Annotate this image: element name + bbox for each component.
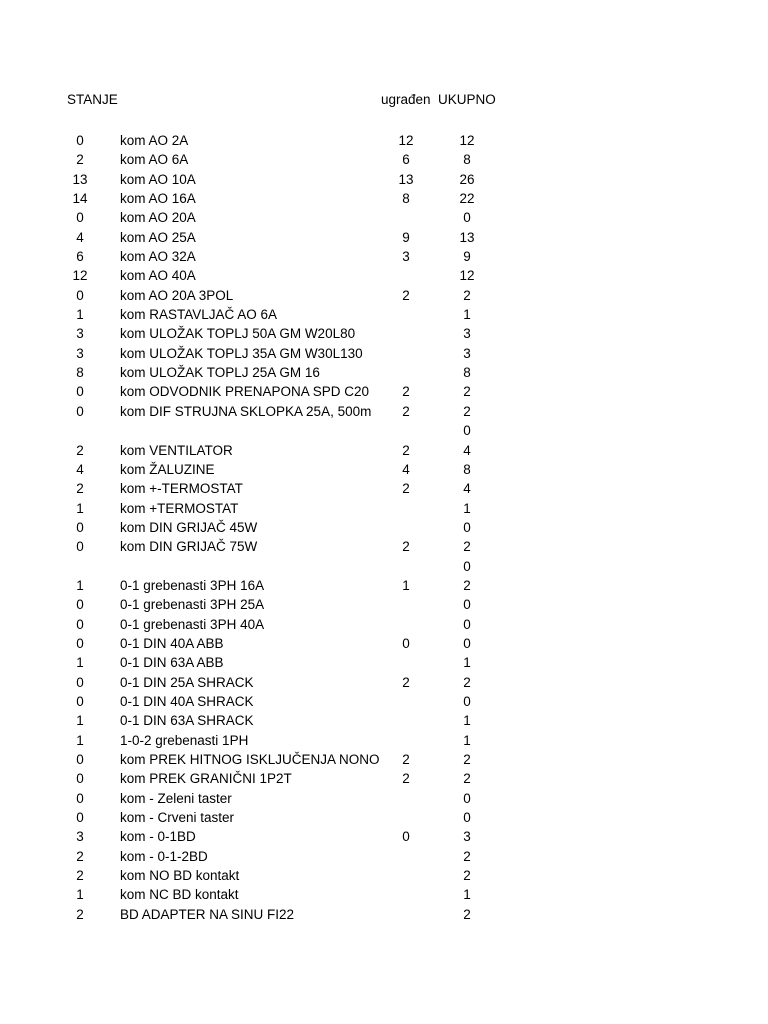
table-row (0, 731, 768, 750)
table-row (0, 827, 768, 846)
cell-stanje: 13 (72, 171, 88, 187)
cell-stanje: 0 (76, 790, 84, 806)
cell-stanje: 1 (76, 655, 84, 671)
cell-stanje: 2 (76, 442, 84, 458)
cell-ukupno: 0 (463, 597, 471, 613)
cell-ugradjen: 2 (402, 752, 410, 767)
cell-naziv: kom AO 20A 3POL (120, 287, 234, 303)
cell-ugradjen: 12 (398, 133, 414, 148)
table-row (0, 324, 768, 343)
cell-ukupno: 26 (459, 171, 475, 187)
cell-ukupno: 0 (463, 423, 471, 439)
cell-ukupno: 2 (463, 577, 471, 593)
cell-ukupno: 8 (463, 461, 471, 477)
cell-naziv: 0-1 DIN 40A SHRACK (120, 693, 254, 709)
table-row (0, 847, 768, 866)
cell-stanje: 0 (76, 693, 84, 709)
cell-stanje: 4 (76, 229, 84, 245)
cell-ukupno: 2 (463, 384, 471, 400)
cell-stanje: 6 (76, 249, 84, 265)
table-row (0, 170, 768, 189)
cell-stanje: 0 (76, 771, 84, 787)
cell-naziv: kom NC BD kontakt (120, 887, 239, 903)
cell-ugradjen: 2 (402, 442, 410, 458)
cell-naziv: 0-1 grebenasti 3PH 16A (120, 577, 265, 593)
table-row (0, 750, 768, 769)
table-row (0, 692, 768, 711)
cell-stanje: 8 (76, 365, 84, 381)
table-row (0, 808, 768, 827)
cell-ugradjen: 2 (402, 287, 410, 303)
cell-ukupno: 1 (463, 500, 471, 516)
cell-stanje: 0 (76, 210, 84, 226)
cell-naziv: BD ADAPTER NA SINU FI22 (120, 906, 295, 922)
cell-ukupno: 0 (463, 693, 471, 709)
cell-naziv: 0-1 grebenasti 3PH 40A (120, 616, 265, 632)
cell-ugradjen: 4 (402, 461, 410, 477)
cell-ukupno: 8 (463, 152, 471, 168)
table-row (0, 769, 768, 788)
table-row (0, 382, 768, 401)
cell-naziv: kom ULOŽAK TOPLJ 50A GM W20L80 (120, 326, 356, 342)
cell-ugradjen: 1 (402, 577, 410, 593)
cell-naziv: kom +TERMOSTAT (120, 500, 239, 516)
cell-ugradjen: 2 (402, 384, 410, 400)
cell-ukupno: 2 (463, 771, 471, 787)
cell-ukupno: 1 (463, 307, 471, 323)
cell-ukupno: 8 (463, 365, 471, 381)
cell-stanje: 2 (76, 848, 84, 864)
header-ukupno: UKUPNO (438, 92, 496, 107)
cell-naziv: kom - 0-1-2BD (120, 848, 208, 864)
cell-naziv: kom - Crveni taster (120, 810, 235, 826)
table-row (0, 305, 768, 324)
table-row (0, 131, 768, 150)
cell-naziv: kom +-TERMOSTAT (120, 481, 243, 497)
table-row (0, 286, 768, 305)
table-row (0, 460, 768, 479)
cell-ukupno: 1 (463, 732, 471, 748)
cell-ukupno: 1 (463, 655, 471, 671)
cell-ugradjen: 2 (402, 481, 410, 497)
cell-stanje: 0 (76, 810, 84, 826)
cell-ukupno: 3 (463, 326, 471, 342)
cell-stanje: 3 (76, 345, 84, 361)
cell-stanje: 0 (76, 597, 84, 613)
table-row (0, 673, 768, 692)
cell-ukupno: 0 (463, 519, 471, 535)
cell-stanje: 0 (76, 287, 84, 303)
table-row (0, 344, 768, 363)
cell-stanje: 1 (76, 887, 84, 903)
table-row (0, 557, 768, 576)
cell-naziv: kom AO 16A (120, 191, 196, 207)
cell-stanje: 2 (76, 152, 84, 168)
cell-naziv: 0-1 DIN 63A ABB (120, 655, 224, 671)
cell-naziv: kom ODVODNIK PRENAPONA SPD C20 (120, 384, 370, 400)
cell-stanje: 0 (76, 752, 84, 767)
table-row (0, 402, 768, 421)
cell-ugradjen: 6 (402, 152, 410, 168)
cell-ugradjen: 8 (402, 191, 410, 207)
cell-naziv: kom DIN GRIJAČ 75W (120, 539, 258, 555)
cell-ukupno: 0 (463, 790, 471, 806)
table-row (0, 518, 768, 537)
table-row (0, 247, 768, 266)
cell-stanje: 2 (76, 868, 84, 884)
cell-ukupno: 0 (463, 635, 471, 651)
table-row (0, 208, 768, 227)
table-row (0, 615, 768, 634)
cell-naziv: kom AO 40A (120, 268, 196, 284)
table-row (0, 789, 768, 808)
cell-stanje: 0 (76, 674, 84, 690)
table-row (0, 885, 768, 904)
table-row (0, 189, 768, 208)
table-row (0, 711, 768, 730)
cell-naziv: kom ULOŽAK TOPLJ 35A GM W30L130 (120, 345, 363, 361)
cell-ukupno: 3 (463, 829, 471, 845)
cell-ukupno: 12 (459, 268, 475, 284)
table-row (0, 441, 768, 460)
table-row (0, 905, 768, 924)
cell-stanje: 0 (76, 133, 84, 148)
table-row (0, 537, 768, 556)
table-row (0, 634, 768, 653)
cell-naziv: kom AO 32A (120, 249, 196, 265)
cell-stanje: 0 (76, 635, 84, 651)
cell-ukupno: 4 (463, 481, 471, 497)
table-row (0, 595, 768, 614)
table-row (0, 866, 768, 885)
cell-naziv: kom DIN GRIJAČ 45W (120, 519, 258, 535)
cell-ugradjen: 9 (402, 229, 410, 245)
cell-ugradjen: 2 (402, 403, 410, 419)
cell-ugradjen: 2 (402, 771, 410, 787)
table-row (0, 363, 768, 382)
cell-ukupno: 13 (459, 229, 475, 245)
header-stanje: STANJE (67, 92, 118, 107)
cell-stanje: 12 (72, 268, 88, 284)
inventory-table (0, 131, 768, 924)
cell-naziv: 1-0-2 grebenasti 1PH (120, 732, 249, 748)
cell-ukupno: 2 (463, 674, 471, 690)
cell-stanje: 1 (76, 732, 84, 748)
cell-ukupno: 22 (459, 191, 475, 207)
cell-naziv: kom - 0-1BD (120, 829, 196, 845)
cell-naziv: kom VENTILATOR (120, 442, 233, 458)
table-row (0, 266, 768, 285)
cell-naziv: kom NO BD kontakt (120, 868, 240, 884)
cell-naziv: kom ULOŽAK TOPLJ 25A GM 16 (120, 365, 320, 381)
cell-naziv: 0-1 grebenasti 3PH 25A (120, 597, 265, 613)
cell-stanje: 0 (76, 539, 84, 555)
table-row (0, 150, 768, 169)
cell-ukupno: 2 (463, 752, 471, 767)
cell-naziv: kom AO 20A (120, 210, 196, 226)
cell-ukupno: 9 (463, 249, 471, 265)
cell-naziv: kom AO 6A (120, 152, 189, 168)
cell-ugradjen: 0 (402, 829, 410, 845)
cell-naziv: kom DIF STRUJNA SKLOPKA 25A, 500m (120, 403, 372, 419)
cell-ukupno: 0 (463, 210, 471, 226)
header-row (0, 92, 768, 110)
cell-ugradjen: 2 (402, 674, 410, 690)
cell-naziv: kom PREK GRANIČNI 1P2T (120, 771, 292, 787)
cell-ukupno: 2 (463, 868, 471, 884)
cell-stanje: 0 (76, 403, 84, 419)
cell-ukupno: 4 (463, 442, 471, 458)
cell-ukupno: 2 (463, 539, 471, 555)
table-row (0, 499, 768, 518)
cell-naziv: 0-1 DIN 25A SHRACK (120, 674, 254, 690)
table-row (0, 576, 768, 595)
cell-ukupno: 2 (463, 906, 471, 922)
cell-ugradjen: 3 (402, 249, 410, 265)
cell-stanje: 2 (76, 906, 84, 922)
cell-naziv: kom AO 25A (120, 229, 196, 245)
table-row (0, 653, 768, 672)
cell-ukupno: 12 (459, 133, 475, 148)
cell-stanje: 0 (76, 384, 84, 400)
cell-stanje: 0 (76, 616, 84, 632)
cell-ukupno: 0 (463, 616, 471, 632)
cell-naziv: 0-1 DIN 40A ABB (120, 635, 224, 651)
cell-stanje: 1 (76, 577, 84, 593)
cell-stanje: 1 (76, 713, 84, 729)
table-row (0, 479, 768, 498)
cell-ukupno: 1 (463, 887, 471, 903)
cell-stanje: 1 (76, 307, 84, 323)
cell-stanje: 4 (76, 461, 84, 477)
cell-naziv: kom ŽALUZINE (120, 461, 215, 477)
cell-stanje: 14 (72, 191, 88, 207)
cell-ugradjen: 0 (402, 635, 410, 651)
cell-ukupno: 0 (463, 810, 471, 826)
cell-ukupno: 2 (463, 848, 471, 864)
cell-ukupno: 2 (463, 287, 471, 303)
cell-naziv: kom AO 2A (120, 133, 189, 148)
cell-ukupno: 2 (463, 403, 471, 419)
cell-stanje: 1 (76, 500, 84, 516)
cell-stanje: 2 (76, 481, 84, 497)
cell-ugradjen: 13 (398, 171, 414, 187)
cell-naziv: kom AO 10A (120, 171, 196, 187)
cell-ukupno: 3 (463, 345, 471, 361)
header-ugradjen: ugrađen (381, 92, 431, 107)
cell-stanje: 0 (76, 519, 84, 535)
cell-ugradjen: 2 (402, 539, 410, 555)
cell-naziv: kom - Zeleni taster (120, 790, 232, 806)
cell-naziv: kom PREK HITNOG ISKLJUČENJA NONO (120, 752, 380, 767)
cell-naziv: kom RASTAVLJAČ AO 6A (120, 307, 278, 323)
table-row (0, 421, 768, 440)
cell-ukupno: 1 (463, 713, 471, 729)
table-row (0, 228, 768, 247)
cell-stanje: 3 (76, 829, 84, 845)
cell-ukupno: 0 (463, 558, 471, 574)
cell-naziv: 0-1 DIN 63A SHRACK (120, 713, 254, 729)
cell-stanje: 3 (76, 326, 84, 342)
